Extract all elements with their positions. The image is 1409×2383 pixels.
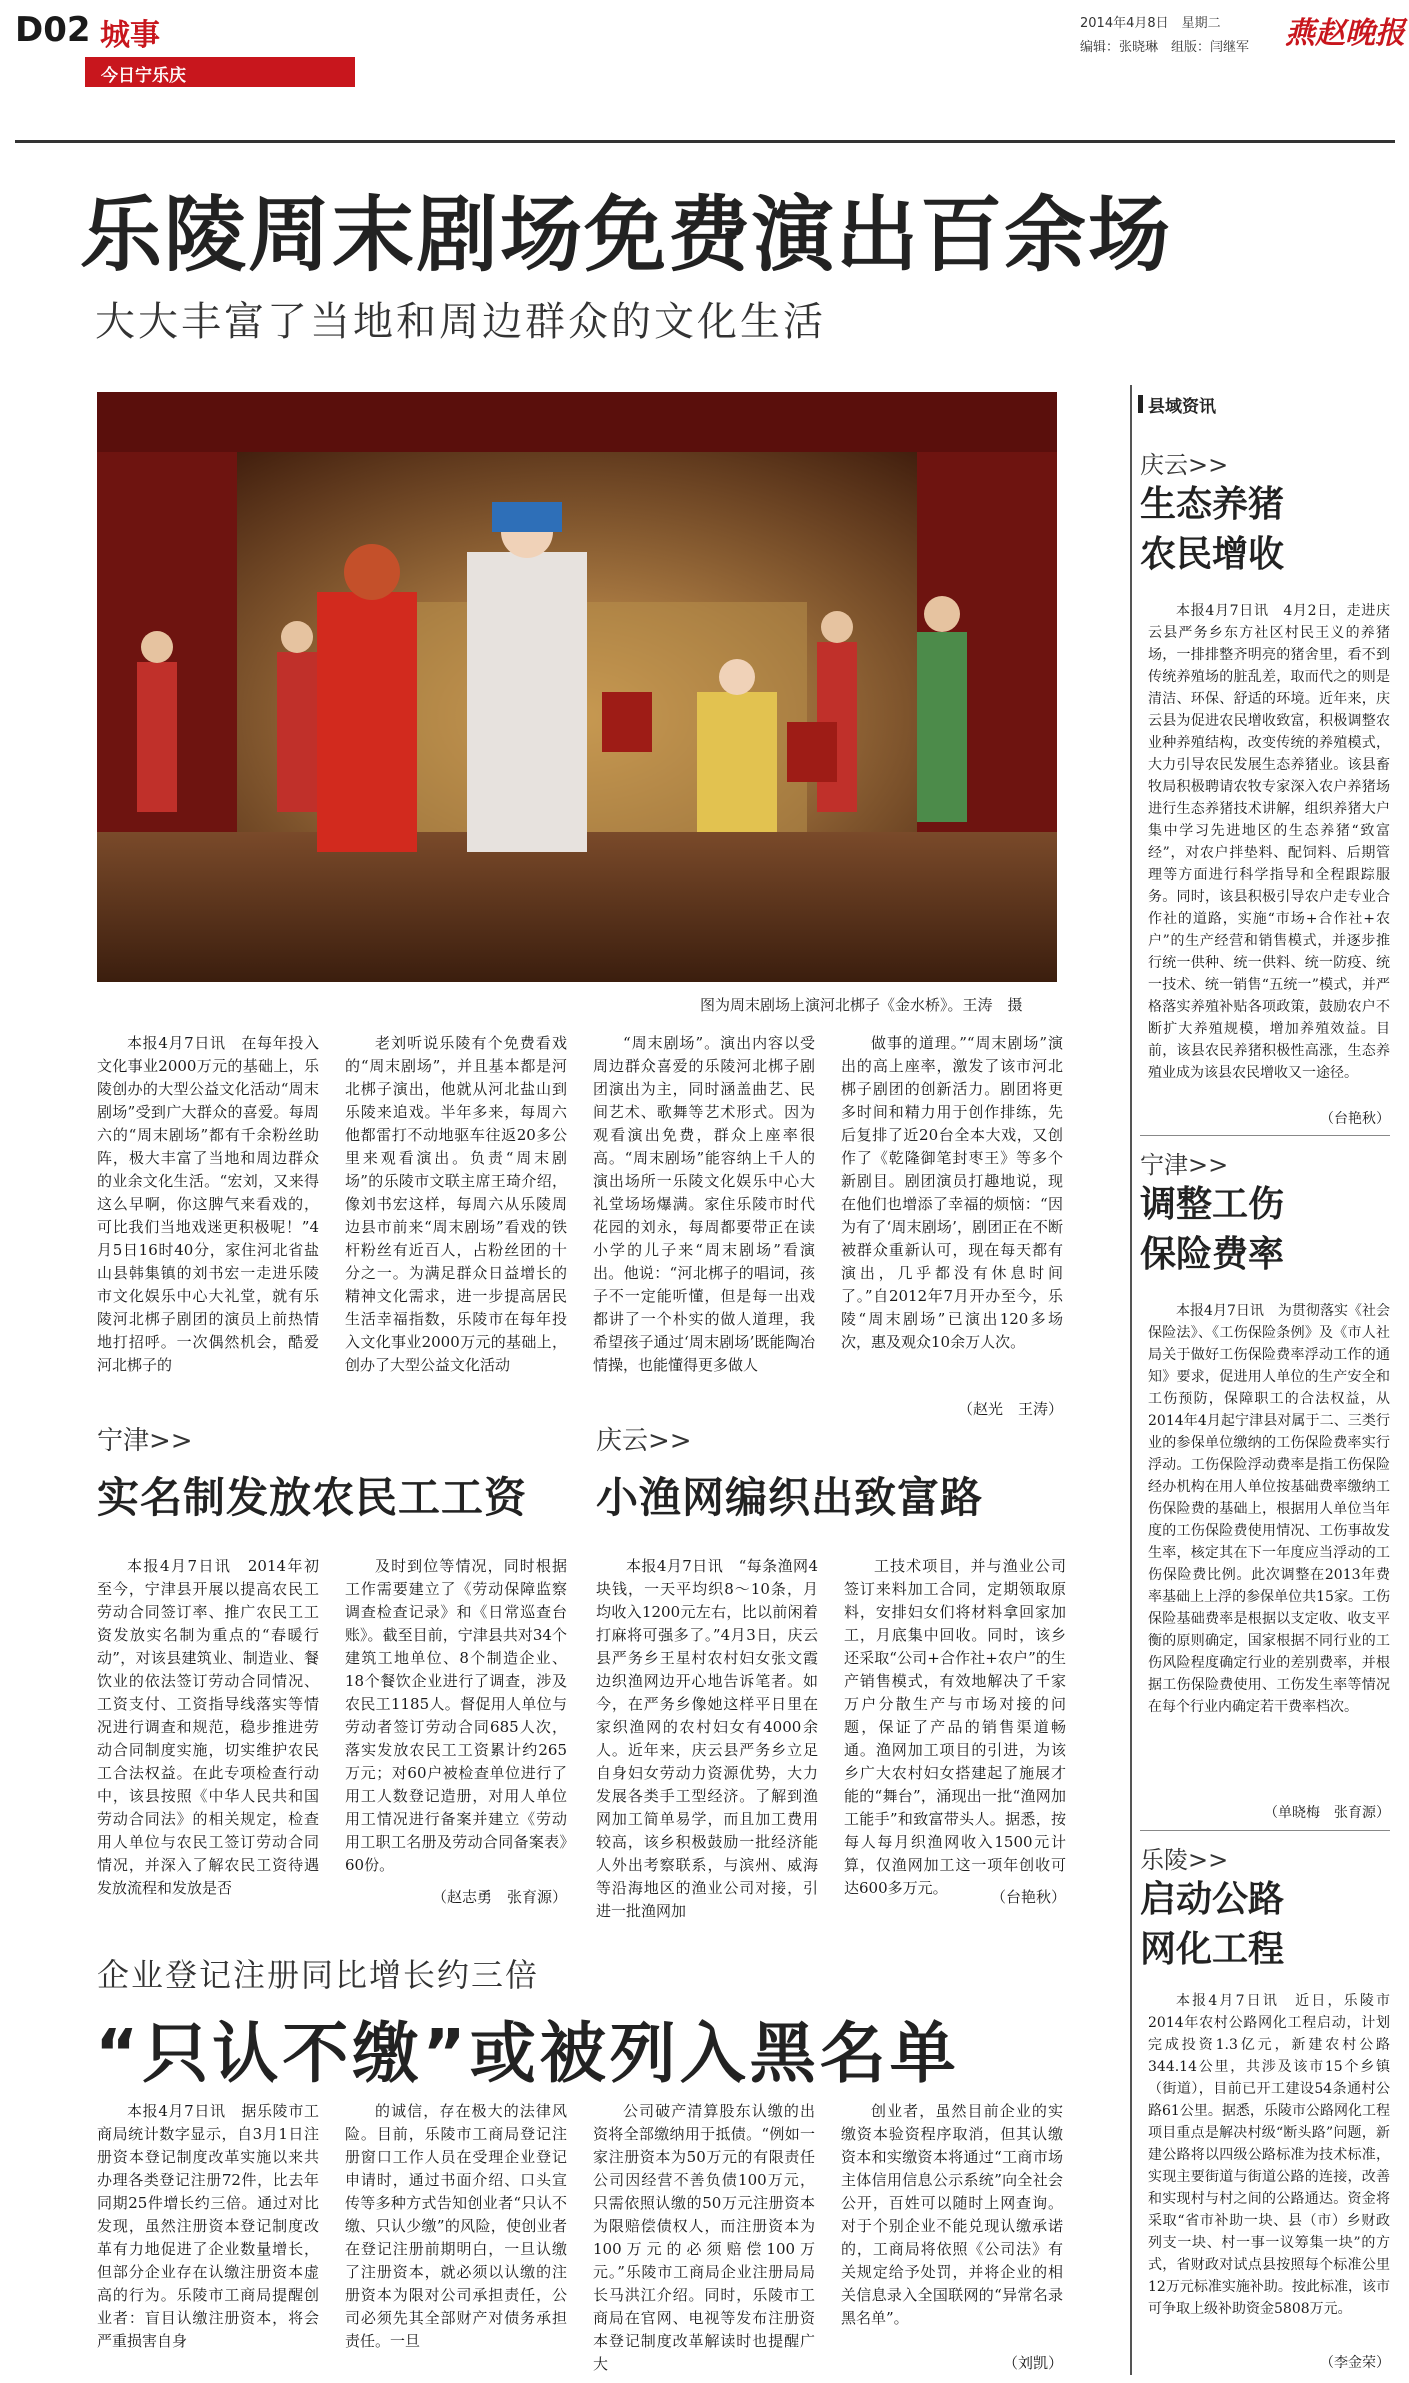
page-number: D02 xyxy=(15,10,91,50)
masthead-divider xyxy=(15,140,1395,143)
lead-subheadline: 大大丰富了当地和周边群众的文化生活 xyxy=(95,299,826,345)
ningjin-col1-text: 本报4月7日讯 2014年初至今，宁津县开展以提高农民工劳动合同签订率、推广农民工工资发放实名制为重点的“春暖行动”，对该县建筑业、制造业、餐饮业的依法签订劳动合同情况、工资支付、工资指导线落实等情况进行调查和规范，稳步推进劳动合同制度实施，切实维护农民工合法权益。在此专项检查行动中，该县按照《中华人民共和国劳动合同法》的相关规定，检查用人单位与农民工签订劳动合同情况，并深入了解农民工资待遇发放流程和发放是否 xyxy=(97,1557,319,1897)
qingyun-net-column-1 xyxy=(596,1555,818,1920)
feature-col1-text: 本报4月7日讯 据乐陵市工商局统计数字显示，自3月1日注册资本登记制度改革实施以来共办理各类登记注册72件，比去年同期25件增长约三倍。通过对比发现，虽然注册资本登记制度改革有力地促进了企业数量增长，但部分企业存在认缴注册资本虚高的行为。乐陵市工商局提醒创业者：盲目认缴注册资本，将会严重损害自身 xyxy=(97,2102,319,2350)
feature-column-1 xyxy=(97,2100,319,2370)
feature-col2-text: 的诚信，存在极大的法律风险。目前，乐陵市工商局登记注册窗口工作人员在受理企业登记申请时，通过书面介绍、口头宣传等多种方式告知创业者“只认不缴、只认少缴”的风险，使创业者在登记注册前期明白，一旦认缴了注册资本，就必须以认缴的注册资本为限对公司承担责任，公司必须先其全部财产对债务承担责任。一旦 xyxy=(345,2102,567,2350)
feature-byline: （刘凯） xyxy=(1002,2354,1063,2372)
ningjin-column-1 xyxy=(97,1555,319,1905)
feature-column-3 xyxy=(593,2100,815,2373)
sidebar-item-1-body xyxy=(1148,600,1390,1105)
lead-col1-text: 本报4月7日讯 在每年投入文化事业2000万元的基础上，乐陵创办的大型公益文化活动“周末剧场”受到广大群众的喜爱。每周六的“周末剧场”都有千余粉丝助阵，极大丰富了当地和周边群众的业余文化生活。“宏刘，又来得这么早啊，你这脾气来看戏的，可比我们当地戏迷更积极呢！”4月5日16时40分，家住河北省盐山县韩集镇的刘书宏一走进乐陵市文化娱乐中心大礼堂，就有乐陵河北梆子剧团的演员上前热情地打招呼。一次偶然机会，酷爱河北梆子的 xyxy=(97,1034,319,1374)
sidebar-item-3-kicker: 乐陵>> xyxy=(1140,1846,1229,1874)
sidebar-item-2-kicker: 宁津>> xyxy=(1140,1151,1229,1179)
lead-col2-text: 老刘听说乐陵有个免费看戏的“周末剧场”，并且基本都是河北梆子演出，他就从河北盐山到乐陵来追戏。半年多来，每周六他都雷打不动地驱车往返20多公里来观看演出。负责“周末剧场”的乐陵市文联主席王琦介绍，像刘书宏这样，每周六从乐陵周边县市前来“周末剧场”看戏的铁杆粉丝有近百人，占粉丝团的十分之一。为满足群众日益增长的精神文化需求，进一步提高居民生活幸福指数，乐陵市在每年投入文化事业2000万元的基础上，创办了大型公益文化活动 xyxy=(345,1034,567,1374)
editor-line: 编辑：张晓琳 组版：闫继军 xyxy=(1080,40,1250,55)
feature-column-2 xyxy=(345,2100,567,2370)
sidebar-item-3-text: 本报4月7日讯 近日，乐陵市2014年农村公路网化工程启动，计划完成投资1.3亿元，新建农村公路344.14公里，共涉及该市15个乡镇（街道），目前已开工建设54条通村公路61公里。据悉，乐陵市公路网化工程项目重点是解决村级“断头路”问题，新建公路将以四级公路标准为技术标准，实现主要街道与街道公路的连接，改善和实现村与村之间的公路通达。资金将采取“省市补助一块、县（市）乡财政列支一块、村一事一议筹集一块”的方式，省财政对试点县按照每个标准公里12万元标准实施补助。按此标准，该市可争取上级补助资金5808万元。 xyxy=(1148,1993,1390,2317)
feature-kicker: 企业登记注册同比增长约三倍 xyxy=(97,1956,540,1994)
lead-col4-text: 做事的道理。”“周末剧场”演出的高上座率，激发了该市河北梆子剧团的创新活力。剧团将更多时间和精力用于创作排练，先后复排了近20台全本大戏，又创作了《乾隆御笔封枣王》等多个新剧目。剧团演员打趣地说，现在他们也增添了幸福的烦恼：“因为有了‘周末剧场’，剧团正在不断被群众重新认可，现在每天都有演出，几乎都没有休息时间了。”自2012年7月开办至今，乐陵“周末剧场”已演出120多场次，惠及观众10余万人次。 xyxy=(841,1034,1063,1351)
feature-column-4 xyxy=(841,2100,1063,2350)
feature-col3-text: 公司破产清算股东认缴的出资将全部缴纳用于抵债。“例如一家注册资本为50万元的有限责任公司因经营不善负债100万元，只需依照认缴的50万元注册资本为限赔偿债权人，而注册资本为100万元的必须赔偿100万元。”乐陵市工商局企业注册局局长马洪江介绍。同时，乐陵市工商局在官网、电视等发布注册资本登记制度改革解读时也提醒广大 xyxy=(593,2102,815,2373)
sidebar-item-divider xyxy=(1140,1135,1390,1136)
sidebar-label: 县域资讯 xyxy=(1148,397,1216,417)
ningjin-byline: （赵志勇 张育源） xyxy=(431,1888,567,1906)
sidebar-item-2-headline-line1: 调整工伤 xyxy=(1140,1184,1285,1225)
sidebar-item-2-headline xyxy=(1140,1180,1284,1280)
sub-section-bar xyxy=(85,57,355,87)
date-line: 2014年4月8日 星期二 xyxy=(1080,16,1221,31)
sidebar-item-1-headline xyxy=(1140,480,1284,580)
sidebar-item-2-headline-line2: 保险费率 xyxy=(1140,1234,1285,1275)
sub-section-label: 今日宁乐庆 xyxy=(101,66,186,86)
lead-byline: （赵光 王涛） xyxy=(957,1400,1063,1418)
lead-column-2 xyxy=(345,1032,567,1417)
sidebar-item-2-text: 本报4月7日讯 为贯彻落实《社会保险法》、《工伤保险条例》及《市人社局关于做好工伤保险费率浮动工作的通知》要求，促进用人单位的生产安全和工伤预防，保障职工的合法权益，从2014年4月起宁津县对属于二、三类行业的参保单位缴纳的工伤保险费率实行浮动。工伤保险浮动费率是指工伤保险经办机构在用人单位按基础费率缴纳工伤保险费的基础上，根据用人单位当年度的工伤保险费使用情况、工伤事故发生率，核定其在下一年度应当浮动的工伤保险费比例。此次调整在2013年费率基础上上浮的参保单位共15家。工伤保险基础费率是根据以支定收、收支平衡的原则确定，国家根据不同行业的工伤风险程度确定行业的差别费率，并根据工伤保险费使用、工伤发生率等情况在每个行业内确定若干费率档次。 xyxy=(1148,1303,1390,1715)
qingyun-net-col2-text: 工技术项目，并与渔业公司签订来料加工合同，定期领取原料，安排妇女们将材料拿回家加工，月底集中回收。同时，该乡还采取“公司+合作社+农户”的生产销售模式，有效地解决了千家万户分散生产与市场对接的问题，保证了产品的销售渠道畅通。渔网加工项目的引进，为该乡广大农村妇女搭建起了施展才能的“舞台”，涌现出一批“渔网加工能手”和致富带头人。据悉，按每人每月织渔网收入1500元计算，仅渔网加工这一项年创收可达600多万元。 xyxy=(844,1557,1066,1897)
lead-column-4 xyxy=(841,1032,1063,1400)
sidebar-item-1-text: 本报4月7日讯 4月2日，走进庆云县严务乡东方社区村民王义的养猪场，一排排整齐明亮的猪舍里，看不到传统养殖场的脏乱差，取而代之的则是清洁、环保、舒适的环境。近年来，庆云县为促进农民增收致富，积极调整农业种养殖结构，改变传统的养殖模式，大力引导农民发展生态养猪业。该县畜牧局积极聘请农牧专家深入农户养猪场进行生态养猪技术讲解，组织养猪大户集中学习先进地区的生态养猪“致富经”，对农户拌垫料、配饲料、后期管理等方面进行科学指导和全程跟踪服务。同时，该县积极引导农户走专业合作社的道路，实施“市场+合作社+农户”的生产经营和销售模式，并逐步推行统一供种、统一供料、统一防疫、统一技术、统一销售“五统一”模式，并严格落实养殖补贴各项政策，鼓励农户不断扩大养殖规模，增加养殖效益。目前，该县农民养猪积极性高涨，生态养殖业成为该县农民增收又一途径。 xyxy=(1148,603,1390,1081)
sidebar-divider xyxy=(1130,385,1132,2375)
sidebar-item-3-body xyxy=(1148,1990,1390,2350)
lead-column-1 xyxy=(97,1032,319,1417)
sidebar-item-1-headline-line1: 生态养猪 xyxy=(1140,484,1285,525)
section-name: 城事 xyxy=(100,18,160,53)
photo-caption: 图为周末剧场上演河北梆子《金水桥》。王涛 摄 xyxy=(700,996,1023,1014)
qingyun-net-col1-text: 本报4月7日讯 “每条渔网4块钱，一天平均织8～10条，月均收入1200元左右，比以前闲着打麻将可强多了。”4月3日，庆云县严务乡王星村农村妇女张文霞边织渔网边开心地告诉笔者。如今，在严务乡像她这样平日里在家织渔网的农村妇女有4000余人。近年来，庆云县严务乡立足自身妇女劳动力资源优势，大力发展各类手工型经济。了解到渔网加工简单易学，而且加工费用较高，该乡积极鼓励一批经济能人外出考察联系，与滨州、威海等沿海地区的渔业公司对接，引进一批渔网加 xyxy=(596,1557,818,1920)
feature-headline: “只认不缴”或被列入黑名单 xyxy=(95,2015,960,2092)
sidebar-item-2-body xyxy=(1148,1300,1390,1800)
sidebar-item-1-headline-line2: 农民增收 xyxy=(1140,534,1285,575)
sidebar-item-3-byline: （李金荣） xyxy=(1320,2355,1390,2371)
qingyun-net-kicker: 庆云>> xyxy=(596,1426,692,1456)
sidebar-label-marker xyxy=(1138,395,1143,413)
stage-scene-illustration xyxy=(97,392,1057,982)
sidebar-item-3-headline-line2: 网化工程 xyxy=(1140,1929,1285,1970)
lead-headline: 乐陵周末剧场免费演出百余场 xyxy=(80,188,1173,283)
ningjin-kicker: 宁津>> xyxy=(97,1426,193,1456)
qingyun-net-headline: 小渔网编织出致富路 xyxy=(596,1473,984,1522)
newspaper-logo: 燕赵晚报 xyxy=(1285,16,1405,51)
stage-photo xyxy=(97,392,1057,982)
ningjin-column-2 xyxy=(345,1555,567,1880)
sidebar-item-3-headline-line1: 启动公路 xyxy=(1140,1879,1285,1920)
lead-col3-text: “周末剧场”。演出内容以受周边群众喜爱的乐陵河北梆子剧团演出为主，同时涵盖曲艺、民间艺术、歌舞等艺术形式。因为观看演出免费，群众上座率很高。“周末剧场”能容纳上千人的演出场所一乐陵文化娱乐中心大礼堂场场爆满。家住乐陵市时代花园的刘永，每周都要带正在读小学的儿子来“周末剧场”看演出。他说：“河北梆子的唱词，孩子不一定能听懂，但是每一出戏都讲了一个朴实的做人道理，我希望孩子通过‘周末剧场’既能陶冶情操，也能懂得更多做人 xyxy=(593,1034,815,1374)
sidebar-item-2-byline: （单晓梅 张育源） xyxy=(1264,1805,1390,1821)
feature-col4-text: 创业者，虽然目前企业的实缴资本验资程序取消，但其认缴资本和实缴资本将通过“工商市场主体信用信息公示系统”向全社会公开，百姓可以随时上网查询。对于个别企业不能兑现认缴承诺的，工商局将依照《公司法》有关规定给予处罚，并将企业的相关信息录入全国联网的“异常名录黑名单”。 xyxy=(841,2102,1063,2327)
lead-column-3 xyxy=(593,1032,815,1417)
sidebar-item-1-kicker: 庆云>> xyxy=(1140,451,1229,479)
ningjin-headline: 实名制发放农民工工资 xyxy=(97,1473,528,1522)
sidebar-item-3-headline xyxy=(1140,1875,1284,1975)
ningjin-col2-text: 及时到位等情况，同时根据工作需要建立了《劳动保障监察调查检查记录》和《日常巡查台账》。截至目前，宁津县共对34个建筑工地单位、8个制造企业、18个餐饮企业进行了调查，涉及农民工1185人。督促用人单位与劳动者签订劳动合同685人次，落实发放农民工工资累计约265万元；对60户被检查单位进行了用工人数登记造册，对用人单位用工情况进行备案并建立《劳动用工职工名册及劳动合同备案表》60份。 xyxy=(345,1557,567,1874)
sidebar-item-divider xyxy=(1140,1830,1390,1831)
sidebar-item-1-byline: （台艳秋） xyxy=(1320,1111,1390,1127)
qingyun-net-byline: （台艳秋） xyxy=(990,1888,1066,1906)
